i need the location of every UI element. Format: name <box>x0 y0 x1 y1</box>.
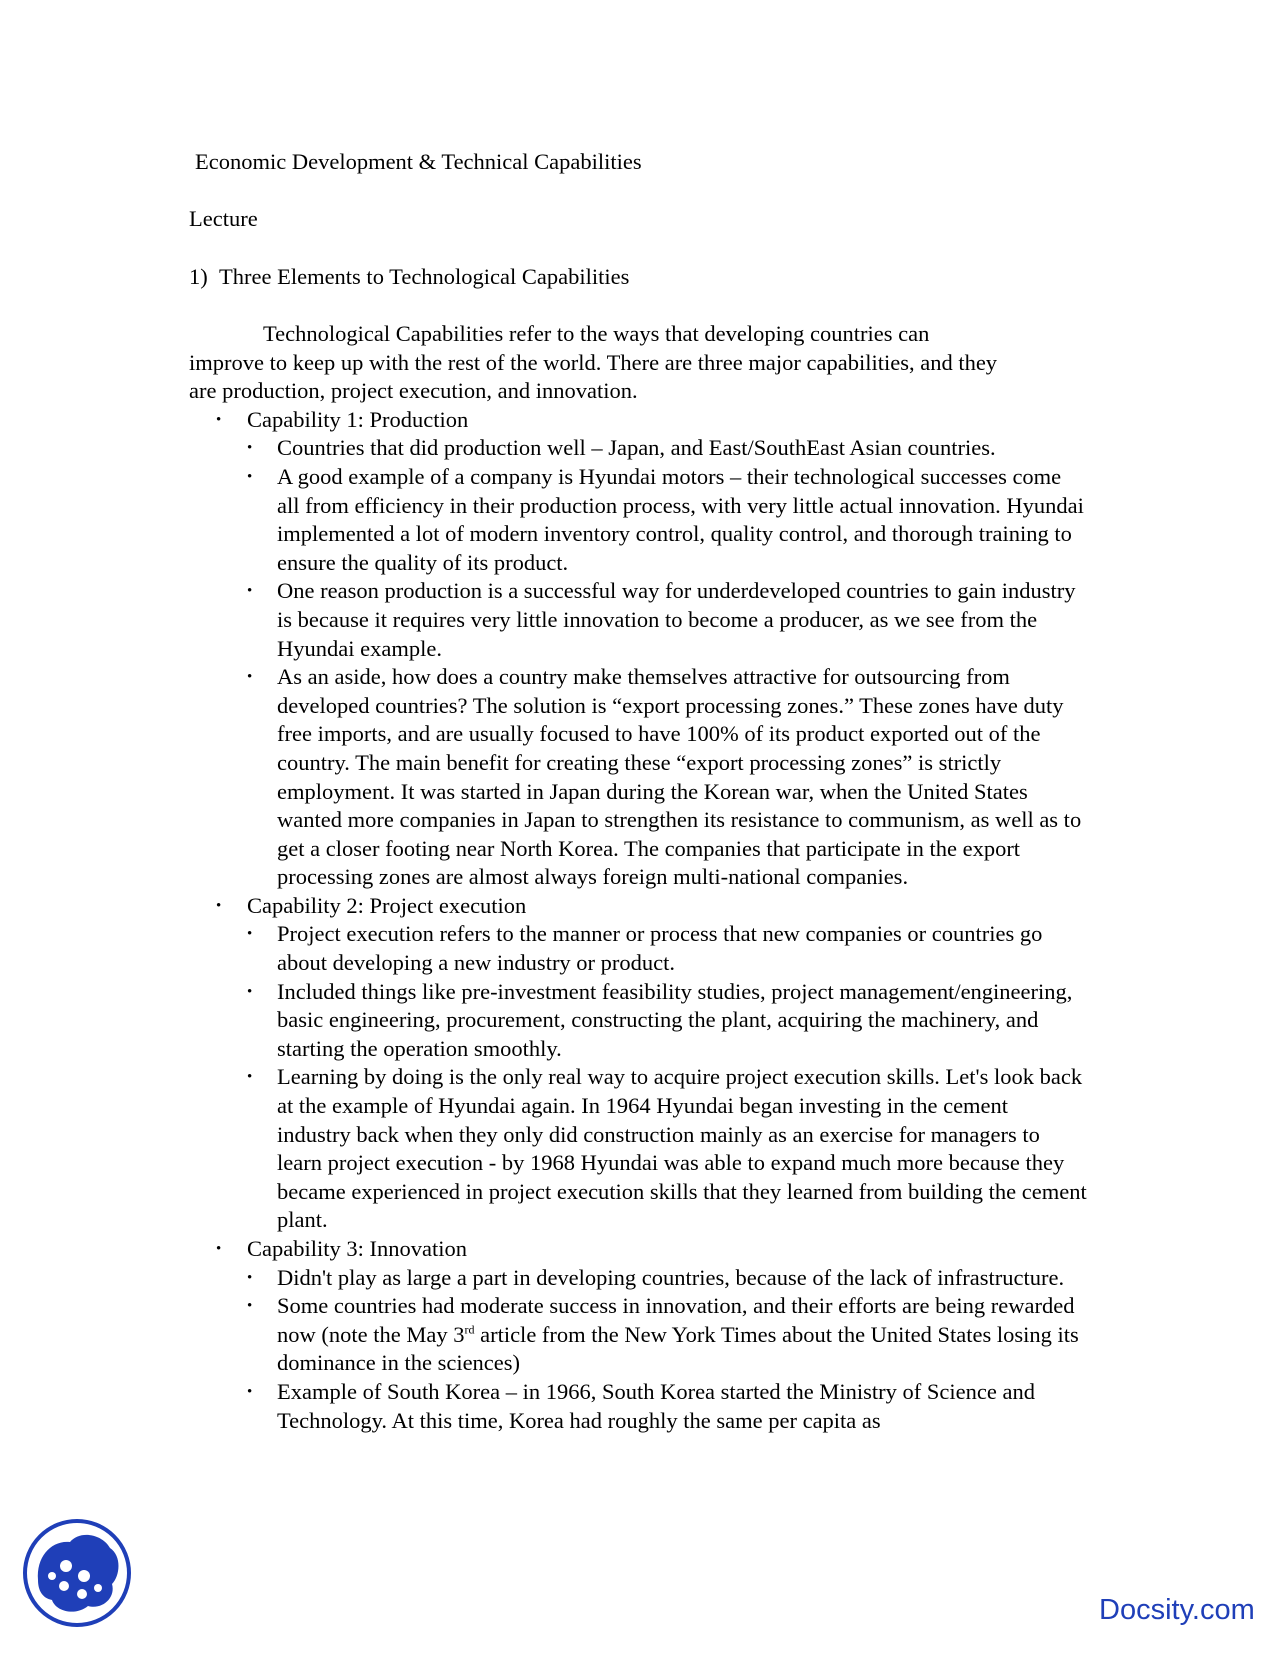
bullet-icon: • <box>216 897 222 914</box>
point-text <box>277 1292 1087 1378</box>
bullet-icon: • <box>247 1069 253 1086</box>
list-item <box>189 663 1109 892</box>
bullet-icon: • <box>216 411 222 428</box>
bullet-icon: • <box>247 468 253 485</box>
document-title: Economic Development & Technical Capabilities <box>195 149 642 174</box>
list-item <box>189 577 1109 663</box>
list-item <box>189 1264 1109 1293</box>
list-item <box>189 920 1109 977</box>
bullet-icon: • <box>247 983 253 1000</box>
point-text: Didn't play as large a part in developing countries, because of the lack of infrastructure. <box>277 1264 1065 1290</box>
list-item <box>189 463 1109 577</box>
bullet-icon: • <box>247 1269 253 1286</box>
capability-label: Capability 2: Project execution <box>247 892 527 918</box>
section-number: 1) <box>189 264 208 289</box>
point-text: Included things like pre-investment feasibility studies, project management/engineering, basic engineering, procurement, constructing the plant, acquiring the machinery, and starting the operation smoothly. <box>277 978 1073 1061</box>
document-body <box>189 320 1109 1435</box>
bullet-icon: • <box>247 926 253 943</box>
section-heading-text: Three Elements to Technological Capabilities <box>219 264 630 289</box>
docsity-link[interactable]: Docsity.com <box>1099 1594 1255 1626</box>
point-text: A good example of a company is Hyundai motors – their technological successes come all from efficiency in their production process, with very little actual innovation. Hyundai implemented a lot of modern inventory control, quality control, and thorough training to ensure the quality of its product. <box>277 463 1084 575</box>
point-list <box>189 434 1109 892</box>
bullet-icon: • <box>247 1383 253 1400</box>
docsity-logo-icon[interactable] <box>22 1518 132 1628</box>
capability-item <box>189 892 1109 1235</box>
capability-item <box>189 406 1109 892</box>
point-text: One reason production is a successful way for underdeveloped countries to gain industry is because it requires very little innovation to become a producer, as we see from the Hyundai example. <box>277 578 1076 661</box>
capability-list <box>189 406 1109 1435</box>
section-heading <box>189 264 629 290</box>
capability-item <box>189 1235 1109 1435</box>
bullet-icon: • <box>247 440 253 457</box>
document-subtitle: Lecture <box>189 206 258 231</box>
point-text: Example of South Korea – in 1966, South Korea started the Ministry of Science and Technology. At this time, Korea had roughly the same per capita as <box>277 1378 1035 1433</box>
point-text-end: article from the New York Times about the United States losing its dominance in the sciences) <box>277 1321 1079 1376</box>
bullet-icon: • <box>247 1298 253 1315</box>
capability-label: Capability 1: Production <box>247 406 469 432</box>
intro-paragraph: Technological Capabilities refer to the ways that developing countries can improve to keep up with the rest of the world. There are three major capabilities, and they are production, project execution, and innovation. <box>189 321 998 404</box>
capability-label: Capability 3: Innovation <box>247 1236 467 1261</box>
point-text: Learning by doing is the only real way to acquire project execution skills. Let's look back at the example of Hyundai again. In 1964 Hyundai began investing in the cement industry back when they only did construction mainly as an exercise for managers to learn project execution - by 1968 Hyundai was able to expand much more because they became experienced in project execution skills that they learned from building the cement plant. <box>277 1064 1087 1233</box>
point-list <box>189 1264 1109 1436</box>
point-text: Project execution refers to the manner or process that new companies or countries go about developing a new industry or product. <box>277 921 1043 976</box>
point-text: Countries that did production well – Japan, and East/SouthEast Asian countries. <box>277 435 996 461</box>
list-item <box>189 1378 1109 1435</box>
ordinal-suffix: rd <box>464 1322 475 1337</box>
point-text: As an aside, how does a country make themselves attractive for outsourcing from developed countries? The solution is “export processing zones.” These zones have duty free imports, and are usually focused to have 100% of its product exported out of the country. The main benefit for creating these “export processing zones” is strictly employment. It was started in Japan during the Korean war, when the United States wanted more companies in Japan to strengthen its resistance to communism, as well as to get a closer footing near North Korea. The companies that participate in the export processing zones are almost always foreign multi-national companies. <box>277 664 1082 890</box>
list-item <box>189 434 1109 463</box>
bullet-icon: • <box>216 1241 222 1257</box>
bullet-icon: • <box>247 583 253 600</box>
list-item <box>189 1292 1109 1378</box>
point-list <box>189 920 1109 1235</box>
point-text-start: Some countries had moderate success in innovation, and their efforts are being rewarded now (note the May 3 <box>277 1293 1075 1347</box>
bullet-icon: • <box>247 669 253 686</box>
list-item <box>189 1063 1109 1235</box>
list-item <box>189 978 1109 1064</box>
